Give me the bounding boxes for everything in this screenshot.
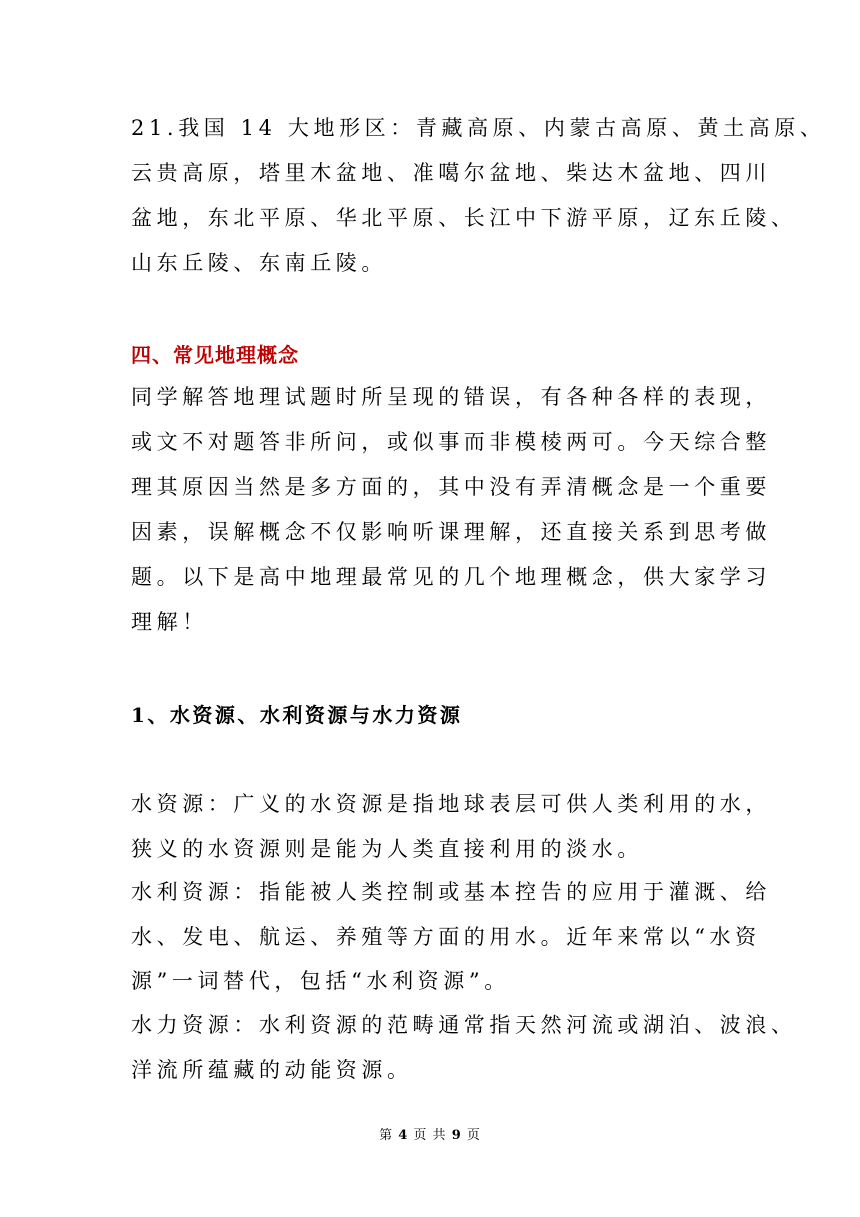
footer-suffix: 页 xyxy=(466,1128,481,1143)
footer-page-number: 4 xyxy=(398,1128,409,1143)
subsection1-heading: 1、水资源、水利资源与水力资源 xyxy=(131,703,463,727)
section4-intro-line-3: 理其原因当然是多方面的，其中没有弄清概念是一个重要 xyxy=(131,475,771,499)
section21-line-1: 21.我国 14 大地形区：青藏高原、内蒙古高原、黄土高原、 xyxy=(131,116,826,140)
page-footer xyxy=(0,1127,860,1145)
section4-intro-line-2: 或文不对题答非所问，或似事而非模棱两可。今天综合整 xyxy=(131,430,771,454)
subsection1-line-1: 水资源：广义的水资源是指地球表层可供人类利用的水， xyxy=(131,792,771,816)
section21-line-2: 云贵高原，塔里木盆地、准噶尔盆地、柴达木盆地、四川 xyxy=(131,161,771,185)
footer-middle: 页 共 xyxy=(413,1128,447,1143)
subsection1-line-3: 水利资源：指能被人类控制或基本控告的应用于灌溉、给 xyxy=(131,880,771,904)
section4-intro-line-4: 因素，误解概念不仅影响听课理解，还直接关系到思考做 xyxy=(131,520,771,544)
section4-intro-line-6: 理解！ xyxy=(131,610,208,634)
section4-heading: 四、常见地理概念 xyxy=(131,343,299,367)
subsection1-line-7: 洋流所蕴藏的动能资源。 xyxy=(131,1058,413,1082)
subsection1-line-6: 水力资源：水利资源的范畴通常指天然河流或湖泊、波浪、 xyxy=(131,1013,797,1037)
subsection1-line-5: 源”一词替代，包括“水利资源”。 xyxy=(131,969,510,993)
section4-intro-line-5: 题。以下是高中地理最常见的几个地理概念，供大家学习 xyxy=(131,565,771,589)
section21-line-4: 山东丘陵、东南丘陵。 xyxy=(131,251,387,275)
footer-total-pages: 9 xyxy=(451,1128,462,1143)
subsection1-line-4: 水、发电、航运、养殖等方面的用水。近年来常以“水资 xyxy=(131,925,761,949)
footer-prefix: 第 xyxy=(379,1128,394,1143)
section21-line-3: 盆地，东北平原、华北平原、长江中下游平原，辽东丘陵、 xyxy=(131,206,797,230)
section4-intro-line-1: 同学解答地理试题时所呈现的错误，有各种各样的表现， xyxy=(131,385,771,409)
subsection1-line-2: 狭义的水资源则是能为人类直接利用的淡水。 xyxy=(131,837,643,861)
